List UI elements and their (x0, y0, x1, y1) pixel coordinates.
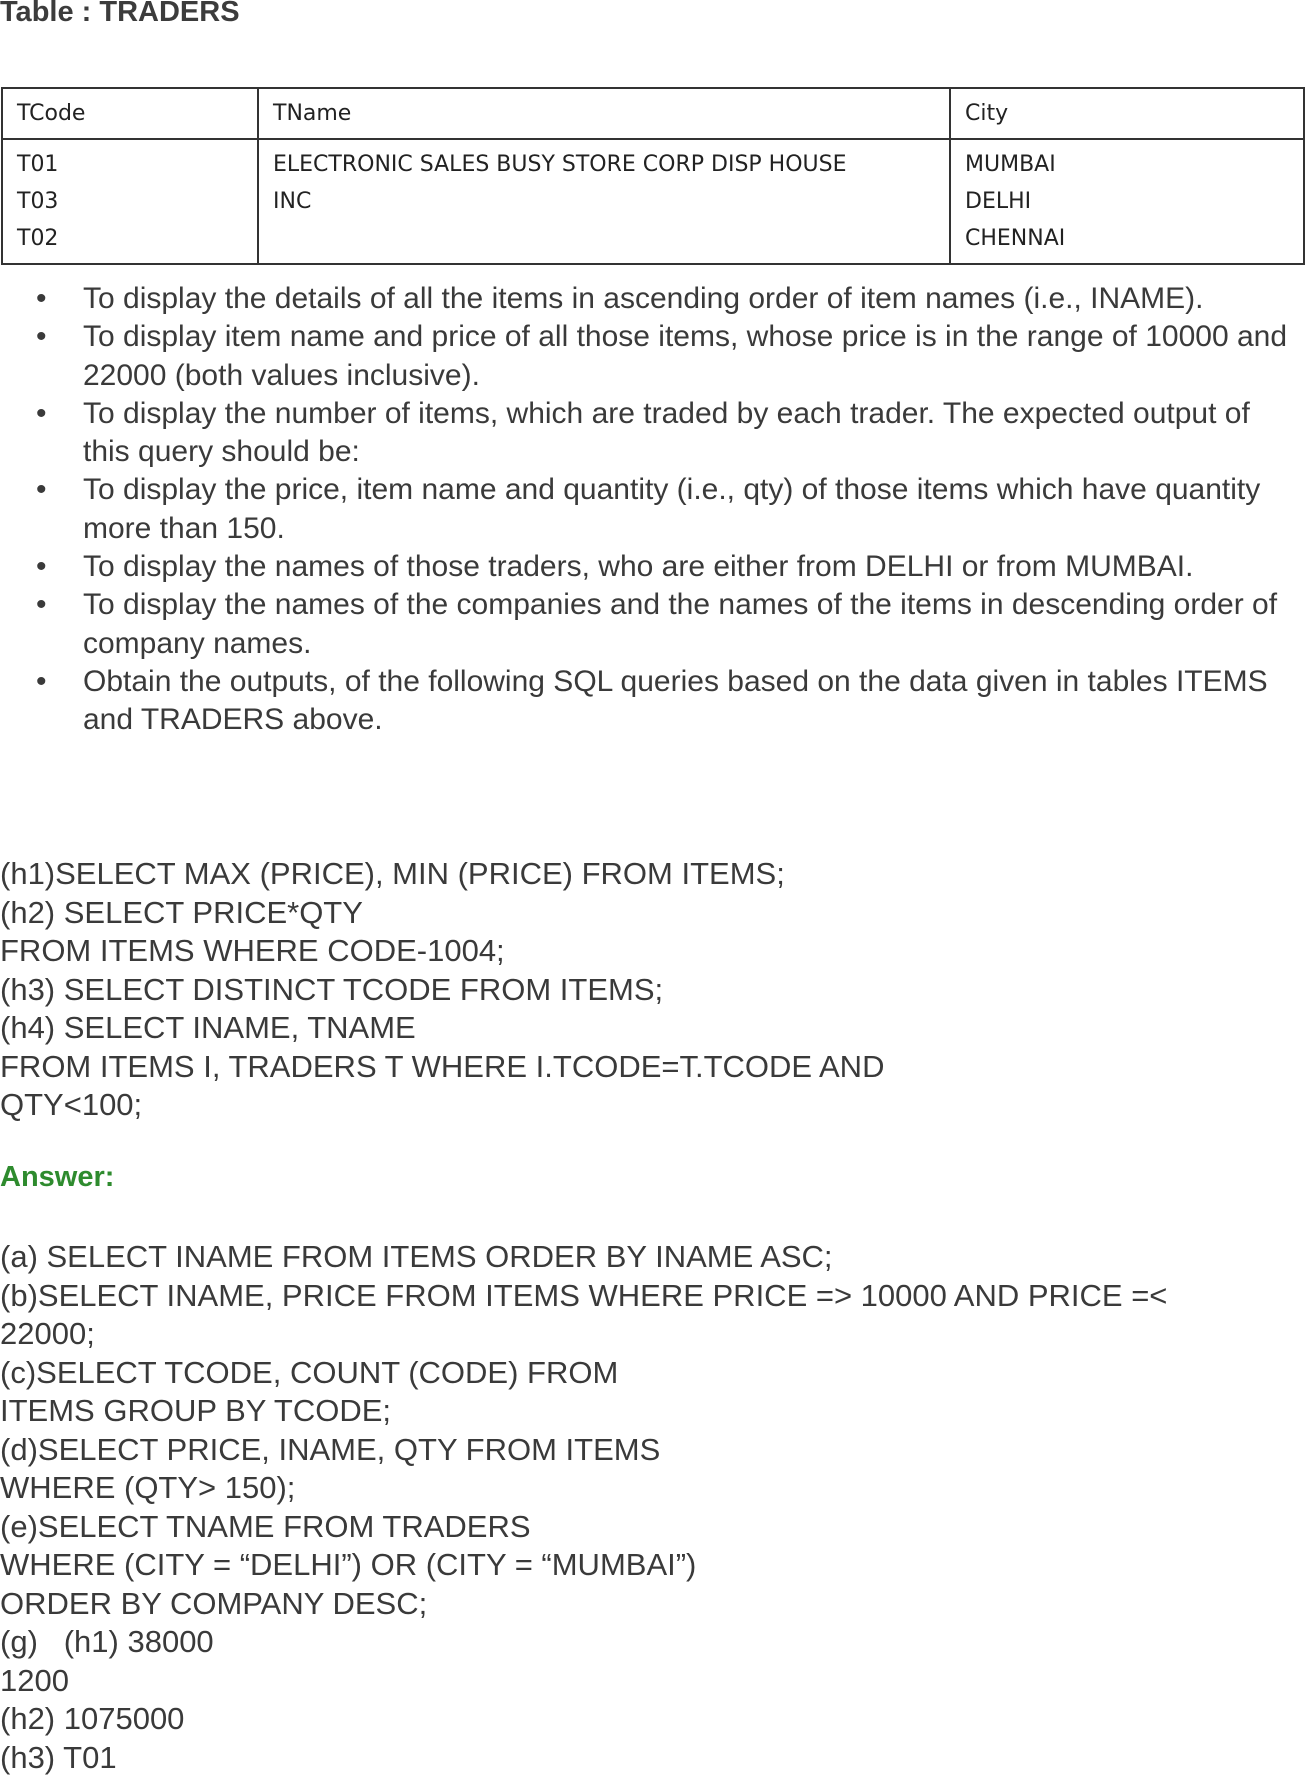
answer-line: 22000; (0, 1316, 95, 1351)
bullet-icon: • (36, 282, 47, 315)
bullet-text: To display item name and price of all those items, whose price is in the range of 10000 and 22000 (both values inclusive). (83, 320, 1288, 392)
bullet-icon: • (36, 320, 47, 354)
bullet-item (36, 548, 1293, 586)
bullet-item (36, 471, 1293, 548)
table-title: Table : TRADERS (0, 0, 240, 28)
answer-line: (b)SELECT INAME, PRICE FROM ITEMS WHERE PRICE => 10000 AND PRICE =< (0, 1277, 1168, 1313)
city-value: MUMBAI (965, 152, 1056, 177)
answer-line: (h3) T01 (0, 1739, 117, 1775)
answer-heading: Answer: (0, 1161, 115, 1193)
query-line: (h2) SELECT PRICE*QTY (0, 894, 363, 930)
tcode-value: T01 (17, 152, 59, 177)
traders-table (1, 87, 1305, 265)
question-list (0, 280, 1293, 740)
answer-line: (d)SELECT PRICE, INAME, QTY FROM ITEMS (0, 1431, 661, 1467)
header-city: City (950, 88, 1304, 139)
sql-queries (0, 855, 884, 1125)
bullet-item (36, 586, 1293, 663)
query-line: FROM ITEMS WHERE CODE-1004; (0, 933, 505, 968)
header-tname: TName (258, 88, 950, 139)
answer-line: (g) (h1) 38000 (0, 1624, 214, 1659)
tcode-cell (2, 139, 258, 264)
bullet-item (36, 395, 1293, 472)
answer-line: 1200 (0, 1662, 69, 1698)
query-line: FROM ITEMS I, TRADERS T WHERE I.TCODE=T.TCODE AND (0, 1048, 885, 1084)
city-cell (950, 139, 1304, 264)
table-row (2, 139, 1304, 264)
answer-line: ITEMS GROUP BY TCODE; (0, 1393, 392, 1428)
tcode-value: T02 (17, 226, 59, 251)
query-line: (h1)SELECT MAX (PRICE), MIN (PRICE) FROM ITEMS; (0, 856, 785, 891)
header-tcode: TCode (2, 88, 258, 139)
query-line: (h4) SELECT INAME, TNAME (0, 1010, 416, 1045)
answer-line: ORDER BY COMPANY DESC; (0, 1585, 428, 1621)
bullet-icon: • (36, 588, 47, 622)
bullet-text: To display the names of the companies and the names of the items in descending order of company names. (83, 588, 1278, 660)
answer-line: (c)SELECT TCODE, COUNT (CODE) FROM (0, 1354, 619, 1390)
bullet-text: To display the names of those traders, who are either from DELHI or from MUMBAI. (83, 550, 1194, 584)
bullet-item (36, 663, 1293, 740)
city-value: DELHI (965, 189, 1032, 214)
bullet-text: To display the number of items, which are traded by each trader. The expected output of this query should be: (83, 396, 1250, 469)
bullet-item (36, 280, 1293, 318)
city-value: CHENNAI (965, 226, 1066, 251)
bullet-icon: • (36, 550, 47, 584)
answer-line: (h2) 1075000 (0, 1701, 185, 1736)
tcode-value: T03 (17, 189, 59, 214)
bullet-item (36, 318, 1293, 395)
bullet-icon: • (36, 473, 47, 507)
bullet-text: To display the price, item name and quantity (i.e., qty) of those items which have quantity more than 150. (83, 473, 1261, 545)
answers-block (0, 1238, 1167, 1775)
table-header-row (2, 88, 1304, 139)
bullet-icon: • (36, 664, 47, 698)
bullet-text: Obtain the outputs, of the following SQL queries based on the data given in tables ITEMS and TRADERS above. (83, 664, 1268, 737)
tname-value: ELECTRONIC SALES BUSY STORE CORP DISP HOUSE (273, 152, 847, 177)
answer-line: WHERE (CITY = “DELHI”) OR (CITY = “MUMBAI”) (0, 1547, 697, 1582)
tname-value: INC (273, 189, 312, 214)
tname-cell (258, 139, 950, 264)
answer-line: WHERE (QTY> 150); (0, 1470, 296, 1505)
bullet-icon: • (36, 396, 47, 430)
query-line: QTY<100; (0, 1087, 143, 1122)
query-line: (h3) SELECT DISTINCT TCODE FROM ITEMS; (0, 971, 664, 1007)
answer-line: (a) SELECT INAME FROM ITEMS ORDER BY INAME ASC; (0, 1239, 833, 1274)
answer-line: (e)SELECT TNAME FROM TRADERS (0, 1508, 531, 1544)
bullet-text: To display the details of all the items in ascending order of item names (i.e., INAME). (83, 282, 1204, 315)
